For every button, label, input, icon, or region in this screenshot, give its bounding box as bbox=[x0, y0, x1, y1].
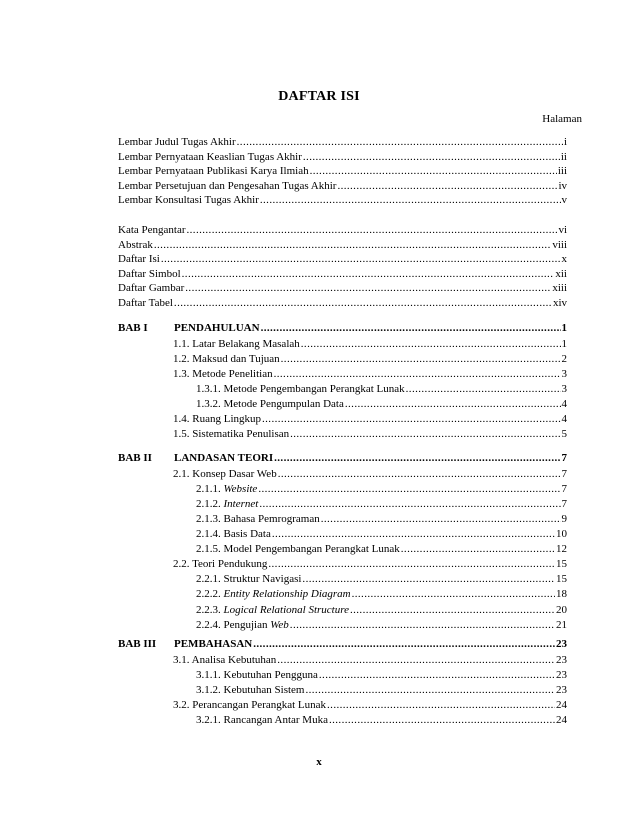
dot-leader bbox=[268, 557, 555, 571]
dot-leader bbox=[303, 150, 560, 164]
entry-text: Ruang Lingkup bbox=[192, 413, 261, 426]
section-number: 2.1.3. bbox=[196, 512, 221, 525]
toc-entry-label bbox=[118, 150, 302, 164]
entry-text: Analisa Kebutuhan bbox=[191, 653, 277, 666]
toc-entry-label bbox=[118, 193, 259, 207]
entry-text: Entity Relationship Diagram bbox=[223, 588, 351, 601]
entry-text: Model Pengembangan Perangkat Lunak bbox=[223, 543, 400, 556]
toc-page-number: xiv bbox=[552, 297, 567, 309]
toc-entry-label bbox=[173, 427, 289, 441]
toc-entry bbox=[118, 179, 567, 193]
dot-leader bbox=[237, 135, 563, 149]
entry-text: Daftar Isi bbox=[118, 253, 160, 266]
entry-text: Abstrak bbox=[118, 238, 153, 251]
toc-page-number: 20 bbox=[556, 603, 567, 616]
dot-leader bbox=[352, 587, 555, 601]
toc-page-number: x bbox=[561, 253, 567, 266]
entry-text-italic: Web bbox=[270, 618, 289, 631]
entry-text: Kata Pengantar bbox=[118, 224, 186, 236]
toc-entry bbox=[118, 135, 567, 149]
toc-entry-label bbox=[196, 587, 351, 601]
toc-entry bbox=[196, 397, 567, 411]
dot-leader bbox=[262, 412, 561, 426]
toc-entry-label bbox=[196, 482, 257, 496]
toc-entry bbox=[118, 223, 567, 237]
dot-leader bbox=[274, 367, 561, 381]
dot-leader bbox=[253, 637, 555, 651]
chapter-number: BAB III bbox=[118, 638, 157, 650]
entry-text: Kebutuhan Sistem bbox=[223, 683, 305, 696]
toc-entry-label bbox=[118, 637, 252, 651]
chapter-title: PEMBAHASAN bbox=[174, 638, 253, 650]
toc-entry-label bbox=[173, 698, 326, 712]
dot-leader bbox=[329, 713, 555, 727]
toc-page-number: 4 bbox=[561, 398, 567, 410]
toc-page-number: xii bbox=[555, 267, 567, 280]
section-number: 2.1.5. bbox=[196, 543, 221, 556]
section-number: 1.3. bbox=[173, 367, 190, 380]
entry-text: Struktur Navigasi bbox=[223, 573, 302, 586]
dot-leader bbox=[305, 683, 555, 697]
entry-text: Logical Relational Structure bbox=[223, 603, 349, 616]
entry-text: Metode Pengembangan Perangkat Lunak bbox=[223, 382, 405, 395]
entry-text: Bahasa Pemrograman bbox=[223, 512, 320, 525]
section-number: 2.2.3. bbox=[196, 603, 221, 616]
toc-entry-label bbox=[173, 557, 267, 571]
toc-entry bbox=[173, 352, 567, 366]
dot-leader bbox=[278, 467, 561, 481]
section-number: 2.1.4. bbox=[196, 528, 221, 540]
section-number: 2.1.1. bbox=[196, 482, 221, 495]
entry-text: Lembar Pernyataan Keaslian Tugas Akhir bbox=[118, 150, 302, 163]
toc-entry bbox=[118, 267, 567, 281]
toc-page-number: 7 bbox=[561, 482, 567, 495]
toc-entry bbox=[196, 618, 567, 632]
toc-page-number: 7 bbox=[561, 452, 567, 464]
toc-entry bbox=[196, 572, 567, 586]
dot-leader bbox=[185, 281, 551, 295]
entry-text: Maksud dan Tujuan bbox=[192, 352, 280, 365]
toc-page-number: 7 bbox=[561, 497, 567, 510]
toc-page-number: ii bbox=[560, 150, 567, 163]
dot-leader bbox=[259, 497, 560, 511]
toc-entry-label bbox=[196, 572, 301, 586]
page-title: DAFTAR ISI bbox=[278, 89, 360, 104]
toc-page-number: 10 bbox=[556, 528, 567, 540]
toc-entry bbox=[173, 698, 567, 712]
toc-entry-label bbox=[118, 238, 153, 252]
toc-entry-label bbox=[118, 252, 160, 266]
toc-page-number: 21 bbox=[556, 618, 567, 631]
chapter-title: LANDASAN TEORI bbox=[174, 452, 274, 464]
toc-entry-label bbox=[173, 653, 276, 667]
toc-entry-label bbox=[196, 618, 289, 632]
toc-page-number: viii bbox=[552, 238, 567, 251]
toc-entry-label bbox=[173, 412, 261, 426]
dot-leader bbox=[310, 164, 557, 178]
toc-entry-label bbox=[196, 497, 258, 511]
dot-leader bbox=[337, 179, 557, 193]
dot-leader bbox=[406, 382, 561, 396]
toc-page-number: 15 bbox=[556, 558, 567, 571]
toc-entry bbox=[196, 668, 567, 682]
section-number: 3.2.1. bbox=[196, 714, 221, 726]
section-number: 2.2. bbox=[173, 558, 190, 571]
toc-entry-label bbox=[173, 352, 280, 366]
toc-entry-label bbox=[118, 321, 260, 335]
section-number: 3.1.1. bbox=[196, 668, 221, 681]
dot-leader bbox=[321, 512, 561, 526]
toc-entry bbox=[196, 587, 567, 601]
toc-entry bbox=[173, 557, 567, 571]
chapter-heading bbox=[118, 451, 567, 465]
dot-leader bbox=[154, 238, 552, 252]
section-number: 3.2. bbox=[173, 698, 190, 711]
toc-entry-label bbox=[173, 467, 277, 481]
toc-entry-label bbox=[118, 451, 273, 465]
entry-text: Teori Pendukung bbox=[192, 558, 268, 571]
toc-entry bbox=[196, 482, 567, 496]
entry-text: Lembar Persetujuan dan Pengesahan Tugas Akhir bbox=[118, 179, 337, 192]
section-number: 1.2. bbox=[173, 352, 190, 365]
toc-entry bbox=[173, 337, 567, 351]
toc-page-number: 7 bbox=[561, 467, 567, 480]
toc-entry-label bbox=[196, 683, 304, 697]
entry-text: Metode Pengumpulan Data bbox=[223, 398, 344, 410]
chapter-number: BAB II bbox=[118, 452, 152, 464]
toc-page-number: iv bbox=[558, 179, 567, 192]
toc-page-number: 18 bbox=[556, 588, 567, 601]
entry-text: Sistematika Penulisan bbox=[192, 428, 290, 441]
section-number: 1.1. bbox=[173, 337, 190, 350]
entry-text: Basis Data bbox=[223, 528, 271, 540]
section-number: 3.1. bbox=[173, 653, 190, 666]
entry-text: Lembar Pernyataan Publikasi Karya Ilmiah bbox=[118, 165, 309, 178]
section-number: 1.5. bbox=[173, 428, 190, 441]
section-number: 2.2.2. bbox=[196, 588, 221, 601]
toc-page-number: vi bbox=[558, 224, 567, 236]
toc-page-number: 3 bbox=[561, 382, 567, 395]
chapter-heading bbox=[118, 637, 567, 651]
toc-entry bbox=[118, 281, 567, 295]
section-number: 2.2.1. bbox=[196, 573, 221, 586]
dot-leader bbox=[260, 193, 561, 207]
toc-entry-label bbox=[196, 512, 320, 526]
toc-entry-label bbox=[196, 382, 405, 396]
section-number: 2.1. bbox=[173, 467, 190, 480]
toc-page-number: 24 bbox=[556, 714, 567, 726]
entry-text: Kebutuhan Pengguna bbox=[223, 668, 318, 681]
toc-page-number: 24 bbox=[556, 698, 567, 711]
toc-entry bbox=[118, 252, 567, 266]
chapter-title: PENDAHULUAN bbox=[174, 322, 260, 334]
toc-page-number: 9 bbox=[561, 512, 567, 525]
toc-entry bbox=[118, 150, 567, 164]
section-number: 2.1.2. bbox=[196, 497, 221, 510]
toc-page-number: iii bbox=[557, 165, 567, 178]
toc-entry bbox=[196, 512, 567, 526]
halaman-label: Halaman bbox=[542, 113, 582, 125]
dot-leader bbox=[274, 451, 560, 465]
entry-text: Pengujian bbox=[223, 618, 268, 631]
page-number: x bbox=[316, 756, 322, 768]
section-number: 3.1.2. bbox=[196, 683, 221, 696]
toc-entry-label bbox=[118, 267, 181, 281]
toc-entry bbox=[173, 467, 567, 481]
toc-page-number: 3 bbox=[561, 367, 567, 380]
toc-entry bbox=[196, 527, 567, 541]
toc-entry-label bbox=[196, 603, 349, 617]
entry-text: Metode Penelitian bbox=[192, 367, 273, 380]
chapter-heading bbox=[118, 321, 567, 335]
entry-text: Internet bbox=[223, 497, 259, 510]
dot-leader bbox=[290, 427, 560, 441]
toc-entry bbox=[173, 412, 567, 426]
section-number: 1.3.2. bbox=[196, 398, 221, 410]
toc-entry-label bbox=[118, 296, 173, 310]
toc-page-number: 15 bbox=[556, 573, 567, 586]
toc-entry bbox=[118, 296, 567, 310]
toc-page-number: 12 bbox=[556, 543, 567, 556]
dot-leader bbox=[345, 397, 561, 411]
entry-text: Daftar Gambar bbox=[118, 282, 185, 295]
dot-leader bbox=[327, 698, 555, 712]
toc-page-number: 1 bbox=[561, 322, 567, 334]
dot-leader bbox=[290, 618, 555, 632]
toc-page-number: i bbox=[563, 136, 567, 148]
toc-entry bbox=[196, 713, 567, 727]
toc-entry-label bbox=[196, 542, 400, 556]
section-number: 1.4. bbox=[173, 413, 190, 426]
entry-text: Website bbox=[223, 482, 258, 495]
toc-entry-label bbox=[173, 367, 273, 381]
dot-leader bbox=[350, 603, 555, 617]
dot-leader bbox=[319, 668, 555, 682]
dot-leader bbox=[161, 252, 561, 266]
toc-entry bbox=[196, 603, 567, 617]
toc-entry bbox=[196, 497, 567, 511]
toc-entry bbox=[118, 193, 567, 207]
toc-page-number: 23 bbox=[556, 668, 567, 681]
section-number: 1.3.1. bbox=[196, 382, 221, 395]
dot-leader bbox=[258, 482, 560, 496]
toc-entry-label bbox=[118, 281, 184, 295]
toc-page-number: v bbox=[561, 194, 567, 207]
toc-entry-label bbox=[196, 713, 328, 727]
toc-entry bbox=[173, 653, 567, 667]
toc-page-number: 23 bbox=[556, 653, 567, 666]
toc-page-number: 5 bbox=[561, 428, 567, 441]
dot-leader bbox=[187, 223, 558, 237]
dot-leader bbox=[182, 267, 555, 281]
dot-leader bbox=[401, 542, 555, 556]
toc-entry bbox=[196, 683, 567, 697]
entry-text: Perancangan Perangkat Lunak bbox=[192, 698, 327, 711]
dot-leader bbox=[302, 572, 555, 586]
toc-page-number: 1 bbox=[561, 337, 567, 350]
section-number: 2.2.4. bbox=[196, 618, 221, 631]
toc-entry-label bbox=[173, 337, 300, 351]
dot-leader bbox=[277, 653, 555, 667]
entry-text: Daftar Simbol bbox=[118, 267, 181, 280]
entry-text: Latar Belakang Masalah bbox=[192, 337, 300, 350]
toc-entry-label bbox=[118, 135, 236, 149]
toc-page-number: xiii bbox=[552, 282, 567, 295]
toc-entry bbox=[173, 367, 567, 381]
toc-page-number: 2 bbox=[561, 352, 567, 365]
entry-text: Daftar Tabel bbox=[118, 297, 173, 309]
toc-entry bbox=[196, 542, 567, 556]
toc-entry-label bbox=[118, 164, 309, 178]
toc-entry-label bbox=[118, 179, 336, 193]
entry-text: Lembar Judul Tugas Akhir bbox=[118, 136, 236, 148]
toc-entry bbox=[118, 164, 567, 178]
toc-page-number: 23 bbox=[556, 638, 567, 650]
dot-leader bbox=[281, 352, 561, 366]
toc-entry-label bbox=[118, 223, 186, 237]
dot-leader bbox=[174, 296, 552, 310]
toc-page-number: 4 bbox=[561, 413, 567, 426]
toc-entry-label bbox=[196, 397, 344, 411]
entry-text: Lembar Konsultasi Tugas Akhir bbox=[118, 194, 259, 207]
toc-entry-label bbox=[196, 527, 271, 541]
toc-entry-label bbox=[196, 668, 318, 682]
toc-entry bbox=[196, 382, 567, 396]
toc-entry bbox=[118, 238, 567, 252]
entry-text: Rancangan Antar Muka bbox=[223, 714, 328, 726]
toc-page-number: 23 bbox=[556, 683, 567, 696]
chapter-number: BAB I bbox=[118, 322, 148, 334]
toc-entry bbox=[173, 427, 567, 441]
dot-leader bbox=[272, 527, 555, 541]
dot-leader bbox=[261, 321, 561, 335]
entry-text: Konsep Dasar Web bbox=[192, 467, 277, 480]
dot-leader bbox=[301, 337, 561, 351]
